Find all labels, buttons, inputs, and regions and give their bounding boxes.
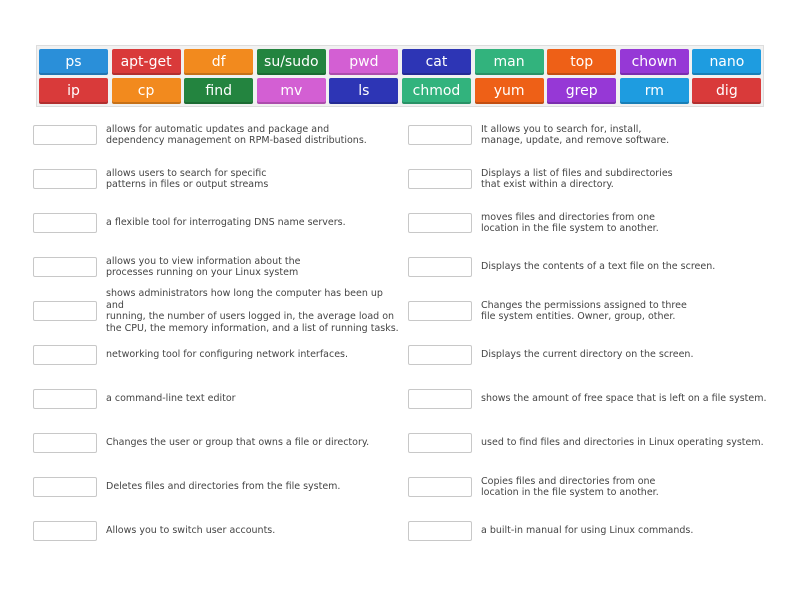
definition-line: location in the file system to another. [481,487,659,498]
definition-text [481,261,715,273]
answer-drop-box[interactable] [33,257,97,277]
definition-line: Displays a list of files and subdirectories [481,167,673,179]
definition-text [106,288,403,334]
definition-line: allows for automatic updates and package and [106,123,330,135]
definition-line: Displays the contents of a text file on the screen. [481,261,716,273]
definition-line: that exist within a directory. [481,179,614,190]
answer-drop-box[interactable] [408,169,472,189]
definition-row [408,387,768,411]
answer-tile-ps[interactable]: ps [39,49,108,75]
answer-drop-box[interactable] [408,125,472,145]
answer-tile-su-sudo[interactable]: su/sudo [257,49,326,75]
definition-text [106,217,346,229]
definition-line: It allows you to search for, install, [481,123,642,135]
answer-tile-apt-get[interactable]: apt-get [112,49,181,75]
definition-text [106,349,348,361]
definition-line: shows the amount of free space that is left on a file system. [481,393,767,405]
definition-text [106,481,340,493]
definition-row [408,519,768,543]
answer-tile-rm[interactable]: rm [620,78,689,104]
answer-tile-cat[interactable]: cat [402,49,471,75]
definition-row [408,123,768,147]
definition-line: Changes the user or group that owns a file or directory. [106,437,370,449]
answer-tile-ls[interactable]: ls [329,78,398,104]
answer-drop-box[interactable] [33,477,97,497]
definition-row [33,211,403,235]
definition-line: networking tool for configuring network interfaces. [106,349,349,361]
answer-tile-nano[interactable]: nano [692,49,761,75]
definition-text [106,168,268,191]
answer-drop-box[interactable] [33,213,97,233]
definition-row [408,299,768,323]
answer-drop-box[interactable] [408,521,472,541]
definition-line: manage, update, and remove software. [481,135,670,146]
definition-row [33,167,403,191]
definition-line: allows you to view information about the [106,255,301,267]
definition-line: a built-in manual for using Linux commands. [481,525,694,537]
answer-tile-man[interactable]: man [475,49,544,75]
definition-row [33,431,403,455]
definition-line: file system entities. Owner, group, other. [481,311,676,322]
definition-row [33,343,403,367]
answer-tile-df[interactable]: df [184,49,253,75]
definition-text [481,525,693,537]
answer-tile-chmod[interactable]: chmod [402,78,471,104]
definition-text [481,437,764,449]
definition-row [408,167,768,191]
answer-tile-chown[interactable]: chown [620,49,689,75]
definition-row [33,387,403,411]
definition-line: Allows you to switch user accounts. [106,525,276,537]
answer-drop-box[interactable] [33,433,97,453]
answer-drop-box[interactable] [33,389,97,409]
definition-text [481,124,669,147]
answer-drop-box[interactable] [33,301,97,321]
definition-text [481,393,767,405]
definition-line: a flexible tool for interrogating DNS name servers. [106,217,346,229]
definition-row [33,123,403,147]
definition-row [408,343,768,367]
definition-line: running, the number of users logged in, the average load on [106,311,395,322]
definition-text [481,349,693,361]
definition-text [106,256,300,279]
definition-text [481,300,687,323]
answer-tile-grep[interactable]: grep [547,78,616,104]
answer-tile-top[interactable]: top [547,49,616,75]
definition-line: allows users to search for specific [106,167,267,179]
answer-drop-box[interactable] [408,345,472,365]
answer-drop-box[interactable] [33,169,97,189]
definition-text [106,437,369,449]
answer-drop-box[interactable] [408,301,472,321]
definition-line: patterns in files or output streams [106,179,269,190]
definition-line: dependency management on RPM-based distributions. [106,135,367,146]
definition-line: the CPU, the memory information, and a list of running tasks. [106,322,399,334]
answer-tile-dig[interactable]: dig [692,78,761,104]
definition-line: Copies files and directories from one [481,475,656,487]
definition-row [33,519,403,543]
definition-line: processes running on your Linux system [106,267,299,278]
answer-tile-tray [36,45,764,107]
definition-row [33,475,403,499]
definition-row [408,431,768,455]
definition-line: a command-line text editor [106,393,236,405]
definition-line: moves files and directories from one [481,211,655,223]
definition-text [481,476,659,499]
definition-text [481,168,673,191]
definition-text [106,124,367,147]
definition-text [481,212,659,235]
answer-tile-find[interactable]: find [184,78,253,104]
definition-row [408,211,768,235]
definition-line: shows administrators how long the computer has been up and [106,288,383,311]
definition-line: Displays the current directory on the screen. [481,349,694,361]
definition-row [33,288,403,334]
definition-text [106,393,236,405]
answer-tile-cp[interactable]: cp [112,78,181,104]
answer-drop-box[interactable] [33,345,97,365]
answer-drop-box[interactable] [408,389,472,409]
answer-tile-pwd[interactable]: pwd [329,49,398,75]
answer-tile-ip[interactable]: ip [39,78,108,104]
answer-drop-box[interactable] [408,433,472,453]
definition-row [408,475,768,499]
answer-drop-box[interactable] [408,257,472,277]
definition-line: Changes the permissions assigned to three [481,299,687,311]
answer-drop-box[interactable] [33,125,97,145]
definition-row [33,255,403,279]
answer-tile-yum[interactable]: yum [475,78,544,104]
answer-drop-box[interactable] [408,477,472,497]
answer-drop-box[interactable] [408,213,472,233]
definition-text [106,525,275,537]
definition-row [408,255,768,279]
answer-drop-box[interactable] [33,521,97,541]
definition-line: location in the file system to another. [481,223,659,234]
answer-tile-mv[interactable]: mv [257,78,326,104]
definition-line: used to find files and directories in Linux operating system. [481,437,764,449]
definition-line: Deletes files and directories from the file system. [106,481,341,493]
